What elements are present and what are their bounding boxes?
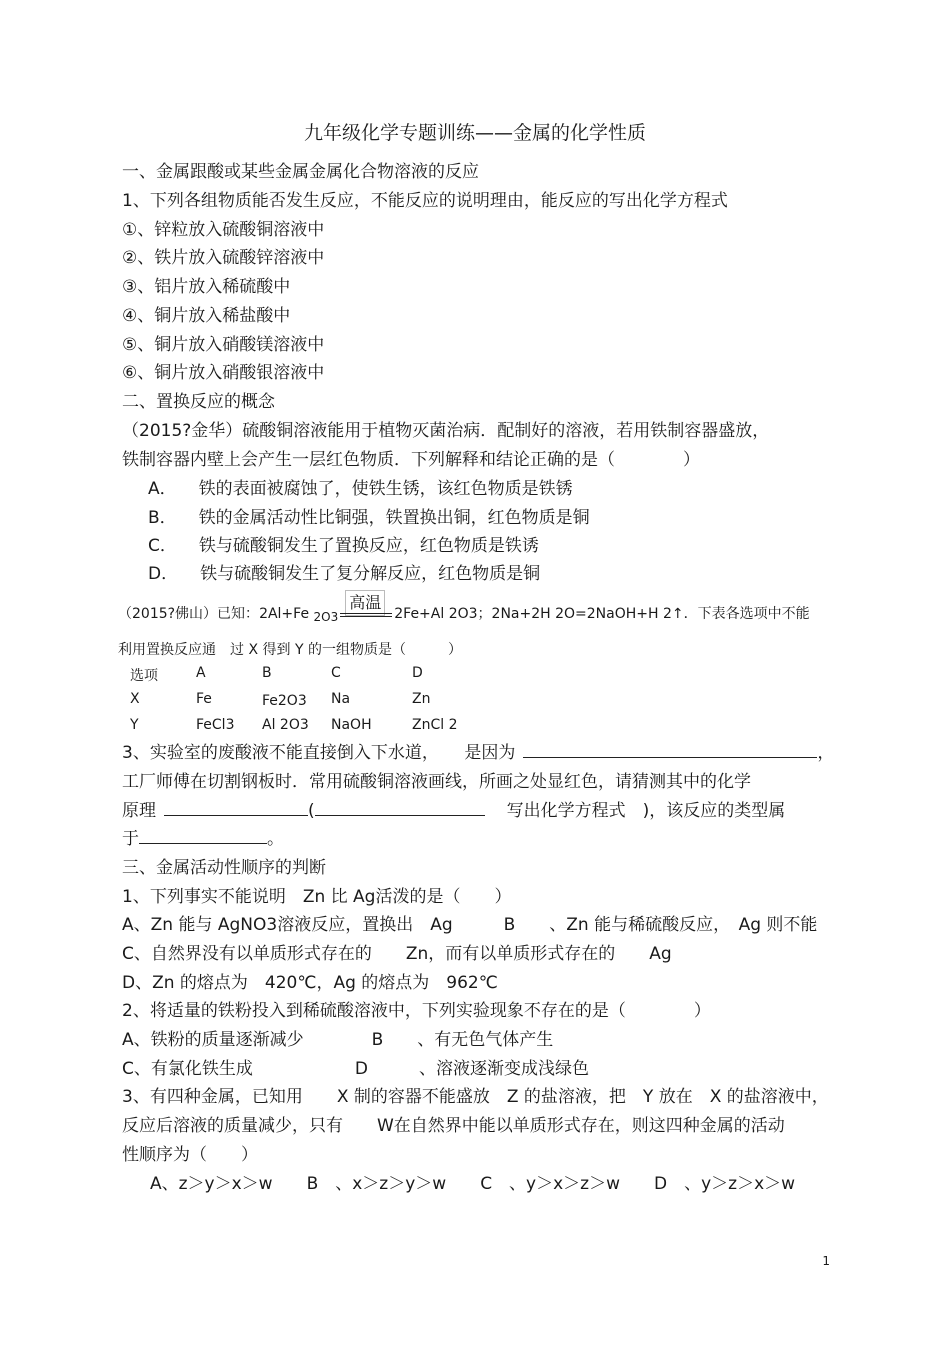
s1-item-2: ②、铁片放入硫酸锌溶液中 xyxy=(122,248,325,268)
s1-item-4: ④、铜片放入稀盐酸中 xyxy=(122,306,291,326)
table-cell: Zn xyxy=(412,691,431,707)
option-text: 铁与硫酸铜发生了复分解反应，红色物质是铜 xyxy=(200,564,541,584)
document-title: 九年级化学专题训练——金属的化学性质 xyxy=(303,122,646,144)
s3-question-3-line-3: 性顺序为（ ） xyxy=(122,1145,258,1165)
table-cell: 选项 xyxy=(130,668,158,684)
s2-passage-line-2: 铁制容器内壁上会产生一层红色物质．下列解释和结论正确的是（ ） xyxy=(122,450,700,470)
q3-type: 写出化学方程式 )，该反应的类型属 xyxy=(506,801,786,821)
section2-heading: 二、置换反应的概念 xyxy=(122,392,275,412)
s3-q1-option-c: C、自然界没有以单质形式存在的 Zn，而有以单质形式存在的 Ag xyxy=(122,944,672,964)
s2-option-d xyxy=(148,562,540,586)
s3-q1-option-d: D、Zn 的熔点为 420℃，Ag 的熔点为 962℃ xyxy=(122,973,498,993)
option-text: 铁与硫酸铜发生了置换反应，红色物质是铁诱 xyxy=(198,536,539,556)
table-cell: Fe xyxy=(196,691,212,707)
condition-label: 高温 xyxy=(345,590,385,616)
eq-prefix: （2015?佛山）已知： xyxy=(118,606,260,622)
eq-part-2: 2O3 xyxy=(313,610,339,624)
table-cell: Na xyxy=(331,691,351,707)
answer-blank[interactable] xyxy=(315,799,485,816)
s3-q2-option-cd: C、有氯化铁生成 D 、溶液逐渐变成浅绿色 xyxy=(122,1059,589,1079)
q3-principle: 原理 xyxy=(122,801,156,821)
q3-paren: ( xyxy=(308,801,315,821)
table-cell: FeCl3 xyxy=(196,717,235,733)
table-cell: Fe2O3 xyxy=(262,693,307,709)
s1-item-1: ①、锌粒放入硫酸铜溶液中 xyxy=(122,220,325,240)
reaction-condition xyxy=(340,593,392,624)
answer-blank[interactable] xyxy=(523,741,817,758)
arrow-line-bottom xyxy=(340,616,392,617)
answer-blank[interactable] xyxy=(139,827,267,844)
answer-blank[interactable] xyxy=(164,799,308,816)
q3-period: 。 xyxy=(267,829,284,849)
s1-item-6: ⑥、铜片放入硝酸银溶液中 xyxy=(122,363,325,383)
s3-question-2: 2、将适量的铁粉投入到稀硫酸溶液中，下列实验现象不存在的是（ ） xyxy=(122,1001,711,1021)
eq-part-1: 2Al+Fe xyxy=(259,606,314,622)
s2-question-3-line-2: 工厂师傅在切割钢板时．常用硫酸铜溶液画线，所画之处显红色，请猜测其中的化学 xyxy=(122,772,751,792)
table-cell: NaOH xyxy=(331,717,372,733)
s1-item-3: ③、铝片放入稀硫酸中 xyxy=(122,277,291,297)
option-text: 铁的金属活动性比铜强，铁置换出铜，红色物质是铜 xyxy=(198,508,590,528)
s1-question-1: 1、下列各组物质能否发生反应，不能反应的说明理由，能反应的写出化学方程式 xyxy=(122,191,728,211)
s1-item-5: ⑤、铜片放入硝酸镁溶液中 xyxy=(122,335,325,355)
s3-question-1: 1、下列事实不能说明 Zn 比 Ag活泼的是（ ） xyxy=(122,887,512,907)
s3-question-3-options: A、z＞y＞x＞w B 、x＞z＞y＞w C 、y＞x＞z＞w D 、y＞z＞x＞w xyxy=(150,1174,796,1194)
eq-rest: 2Fe+Al 2O3；2Na+2H 2O=2NaOH+H 2↑．下表各选项中不能 xyxy=(394,606,810,622)
s2-option-c xyxy=(148,534,539,558)
table-cell: C xyxy=(331,665,341,681)
table-cell: B xyxy=(262,665,272,681)
s2-question-3-line-4 xyxy=(122,827,284,851)
option-key: C． xyxy=(148,536,177,556)
section3-heading: 三、金属活动性顺序的判断 xyxy=(122,858,326,878)
q3-end: ， xyxy=(817,743,835,763)
table-cell: ZnCl 2 xyxy=(412,717,458,733)
arrow-line-top xyxy=(340,613,392,614)
table-cell: X xyxy=(130,691,140,707)
q3-yu: 于 xyxy=(122,829,139,849)
option-key: D． xyxy=(148,564,179,584)
table-cell: D xyxy=(412,665,423,681)
s2-equation-line-2: 利用置换反应通 过 X 得到 Y 的一组物质是（ ） xyxy=(118,642,462,658)
option-text: 铁的表面被腐蚀了，使铁生锈，该红色物质是铁锈 xyxy=(198,479,573,499)
table-cell: A xyxy=(196,665,206,681)
s2-option-a xyxy=(148,477,573,501)
s2-option-b xyxy=(148,506,590,530)
section1-heading: 一、金属跟酸或某些金属金属化合物溶液的反应 xyxy=(122,162,479,182)
option-key: A． xyxy=(148,479,177,499)
table-cell: Y xyxy=(130,717,139,733)
s2-question-3-line-1 xyxy=(122,741,834,765)
s3-q1-option-ab: A、Zn 能与 AgNO3溶液反应，置换出 Ag B 、Zn 能与稀硫酸反应， Ag 则不能 xyxy=(122,915,818,935)
s3-q2-option-ab: A、铁粉的质量逐渐减少 B 、有无色气体产生 xyxy=(122,1030,554,1050)
s2-passage-line-1: （2015?金华）硫酸铜溶液能用于植物灭菌治病．配制好的溶液，若用铁制容器盛放， xyxy=(122,421,770,441)
page-number: 1 xyxy=(822,1254,830,1268)
s2-question-3-line-3 xyxy=(122,799,785,823)
s2-equation-line xyxy=(118,593,810,626)
q3-text: 3、实验室的废酸液不能直接倒入下水道， 是因为 xyxy=(122,743,516,763)
table-cell: Al 2O3 xyxy=(262,717,309,733)
s3-question-3-line-2: 反应后溶液的质量减少，只有 W在自然界中能以单质形式存在，则这四种金属的活动 xyxy=(122,1116,785,1136)
s3-question-3-line-1: 3、有四种金属，已知用 X 制的容器不能盛放 Z 的盐溶液，把 Y 放在 X 的盐溶液中， xyxy=(122,1087,829,1107)
option-key: B． xyxy=(148,508,177,528)
